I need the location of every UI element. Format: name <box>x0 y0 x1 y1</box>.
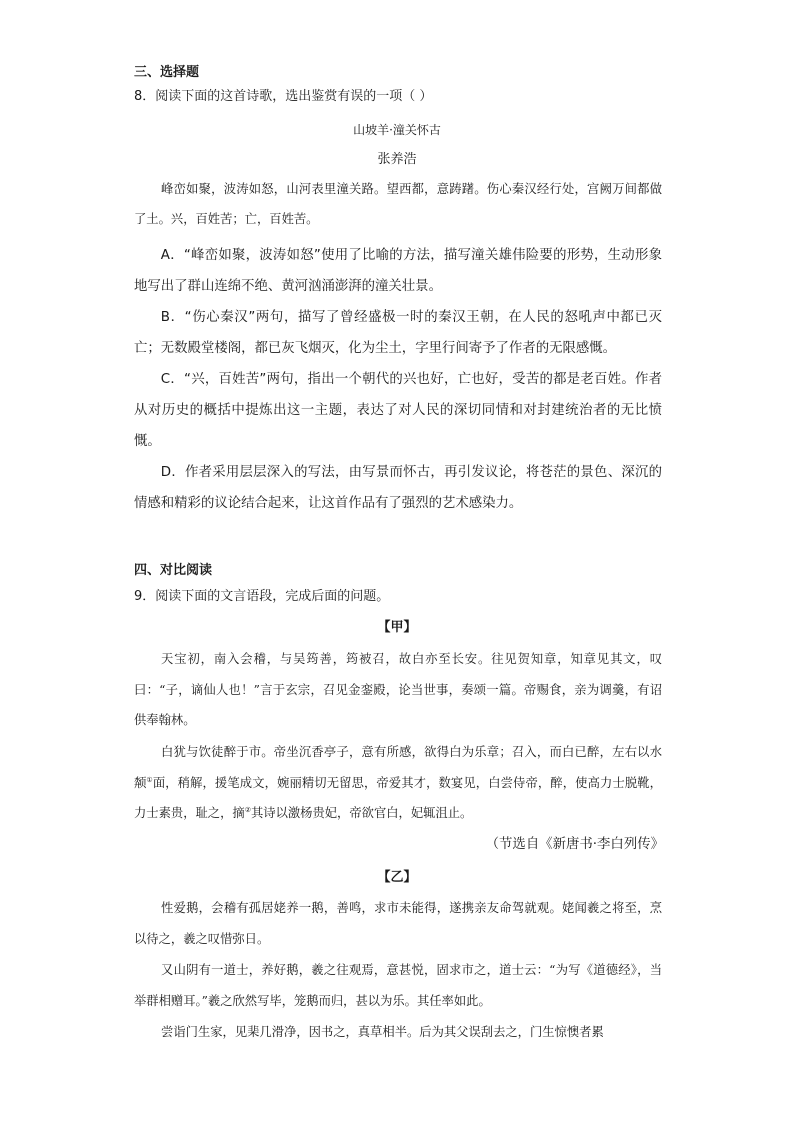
option-b: B．“伤心秦汉”两句，描写了曾经盛极一时的秦汉王朝，在人民的怒吼声中都已灭亡；无数殿堂楼阁，都已灰飞烟灭，化为尘土，字里行间寄予了作者的无限感慨。 <box>134 310 662 356</box>
passage-yi-paragraph-1: 性爱鹅，会稽有孤居姥养一鹅，善鸣，求市未能得，遂携亲友命驾就观。姥闻羲之将至，烹以待之，羲之叹惜弥日。 <box>134 901 662 946</box>
passage-jia-source: （节选自《新唐书·李白列传》 <box>485 837 664 852</box>
option-a: A．“峰峦如聚，波涛如怒”使用了比喻的方法，描写潼关雄伟险要的形势，生动形象地写出了群山连绵不绝、黄河汹涌澎湃的潼关壮景。 <box>134 248 662 294</box>
footnote-marker-1: ① <box>146 775 153 784</box>
passage-yi-label: 【乙】 <box>377 870 417 885</box>
footnote-marker-2: ② <box>244 805 251 814</box>
question-8: 8．阅读下面的这首诗歌，选出鉴赏有误的一项（ ） <box>134 89 433 104</box>
section-heading-choice: 三、选择题 <box>134 65 200 80</box>
poem-text: 峰峦如聚，波涛如怒，山河表里潼关路。望西都，意踌躇。伤心秦汉经行处，宫阙万间都做了土。兴，百姓苦；亡，百姓苦。 <box>134 182 662 226</box>
passage-jia-paragraph-2: 白犹与饮徒醉于市。帝坐沉香亭子，意有所感，欲得白为乐章；召入，而白已醉，左右以水颒①面，稍解，援笔成文，婉丽精切无留思，帝爱其才，数宴见，白尝侍帝，醉，使高力士脱靴，力士素贵，耻之，摘②其诗以激杨贵妃，帝欲官白，妃辄沮止。 <box>134 745 662 820</box>
question-9: 9．阅读下面的文言语段，完成后面的问题。 <box>134 589 390 604</box>
passage-yi-paragraph-2: 又山阴有一道士，养好鹅，羲之往观焉，意甚悦，固求市之，道士云：“为写《道德经》，当举群相赠耳。”羲之欣然写毕，笼鹅而归，甚以为乐。其任率如此。 <box>134 963 662 1008</box>
section-heading-comparison: 四、对比阅读 <box>134 563 213 578</box>
passage-jia-paragraph-1: 天宝初，南入会稽，与吴筠善，筠被召，故白亦至长安。往见贺知章，知章见其文，叹曰：“子，谪仙人也！”言于玄宗，召见金銮殿，论当世事，奏颂一篇。帝赐食，亲为调羹，有诏供奉翰林。 <box>134 652 662 727</box>
option-c: C．“兴，百姓苦”两句，指出一个朝代的兴也好，亡也好，受苦的都是老百姓。作者从对历史的概括中提炼出这一主题，表达了对人民的深切同情和对封建统治者的无比愤慨。 <box>134 372 662 449</box>
poem-title: 山坡羊·潼关怀古 <box>353 123 441 137</box>
passage-yi-paragraph-3: 尝诣门生家，见棐几滑净，因书之，真草相半。后为其父误刮去之，门生惊懊者累 <box>161 1025 604 1039</box>
option-d: D．作者采用层层深入的写法，由写景而怀古，再引发议论，将苍茫的景色、深沉的情感和精彩的议论结合起来，让这首作品有了强烈的艺术感染力。 <box>134 465 662 511</box>
passage-jia-label: 【甲】 <box>377 620 417 635</box>
poem-author: 张养浩 <box>377 152 417 167</box>
